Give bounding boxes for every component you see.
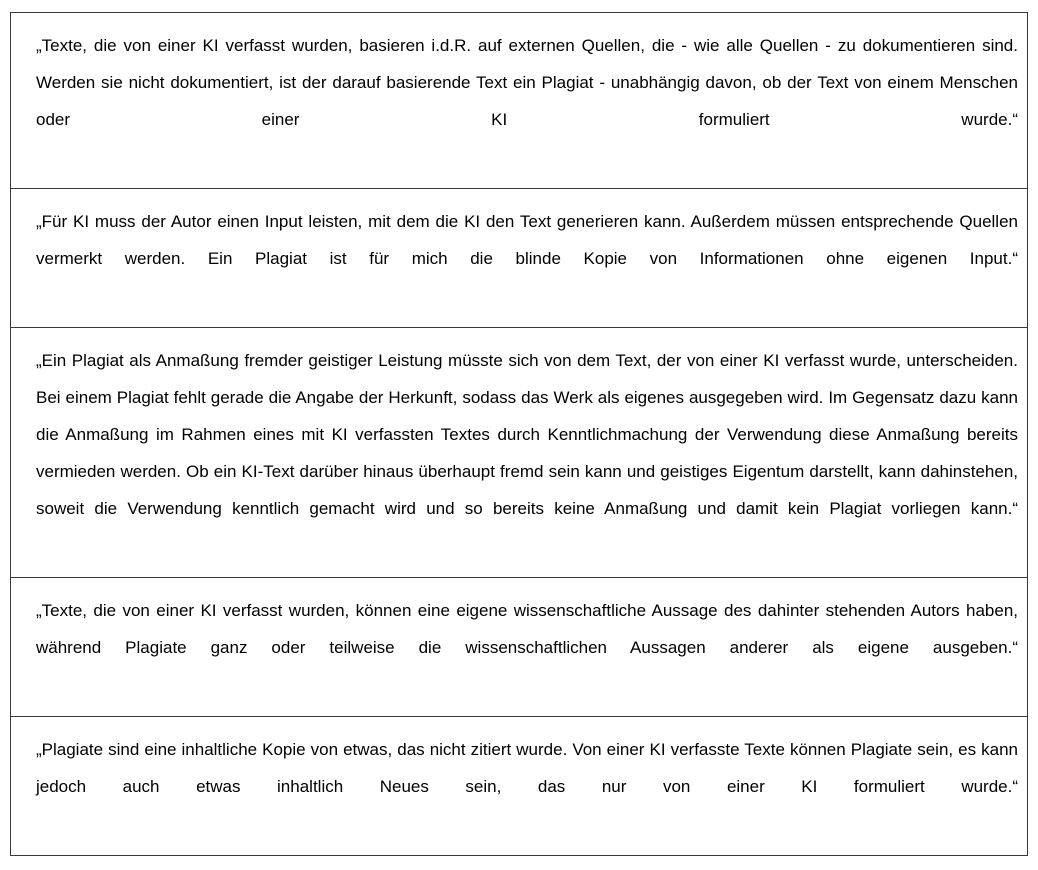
quote-text-5: „Plagiate sind eine inhaltliche Kopie von etwas, das nicht zitiert wurde. Von einer KI verfasste Texte können Plagiate sein, es kann jedoch auch etwas inhaltlich Neues sein, das nur von einer KI formuliert wurde.“: [36, 740, 1018, 796]
table-row: [11, 717, 1028, 856]
quote-cell-5: [11, 717, 1028, 856]
quotes-table-body: [11, 13, 1028, 856]
quote-cell-4: [11, 578, 1028, 717]
table-row: [11, 328, 1028, 578]
quote-cell-2: [11, 189, 1028, 328]
quote-text-1: „Texte, die von einer KI verfasst wurden, basieren i.d.R. auf externen Quellen, die - wie alle Quellen - zu dokumentieren sind. Werden sie nicht dokumentiert, ist der darauf basierende Text ein Plagiat - unabhängig davon, ob der Text von einem Menschen oder einer KI formuliert wurde.“: [36, 36, 1018, 129]
quote-text-3: „Ein Plagiat als Anmaßung fremder geistiger Leistung müsste sich von dem Text, der von einer KI verfasst wurde, unterscheiden. Bei einem Plagiat fehlt gerade die Angabe der Herkunft, sodass das Werk als eigenes ausgegeben wird. Im Gegensatz dazu kann die Anmaßung im Rahmen eines mit KI verfassten Textes durch Kenntlichmachung der Verwendung diese Anmaßung bereits vermieden werden. Ob ein KI-Text darüber hinaus überhaupt fremd sein kann und geistiges Eigentum darstellt, kann dahinstehen, soweit die Verwendung kenntlich gemacht wird und so bereits keine Anmaßung und damit kein Plagiat vorliegen kann.“: [36, 351, 1018, 518]
quote-text-2: „Für KI muss der Autor einen Input leisten, mit dem die KI den Text generieren kann. Außerdem müssen entsprechende Quellen vermerkt werden. Ein Plagiat ist für mich die blinde Kopie von Informationen ohne eigenen Input.“: [36, 212, 1018, 268]
table-row: [11, 578, 1028, 717]
table-row: [11, 13, 1028, 189]
quotes-table: [10, 12, 1028, 856]
quote-cell-1: [11, 13, 1028, 189]
table-row: [11, 189, 1028, 328]
quote-text-4: „Texte, die von einer KI verfasst wurden, können eine eigene wissenschaftliche Aussage des dahinter stehenden Autors haben, während Plagiate ganz oder teilweise die wissenschaftlichen Aussagen anderer als eigene ausgeben.“: [36, 601, 1018, 657]
quote-cell-3: [11, 328, 1028, 578]
